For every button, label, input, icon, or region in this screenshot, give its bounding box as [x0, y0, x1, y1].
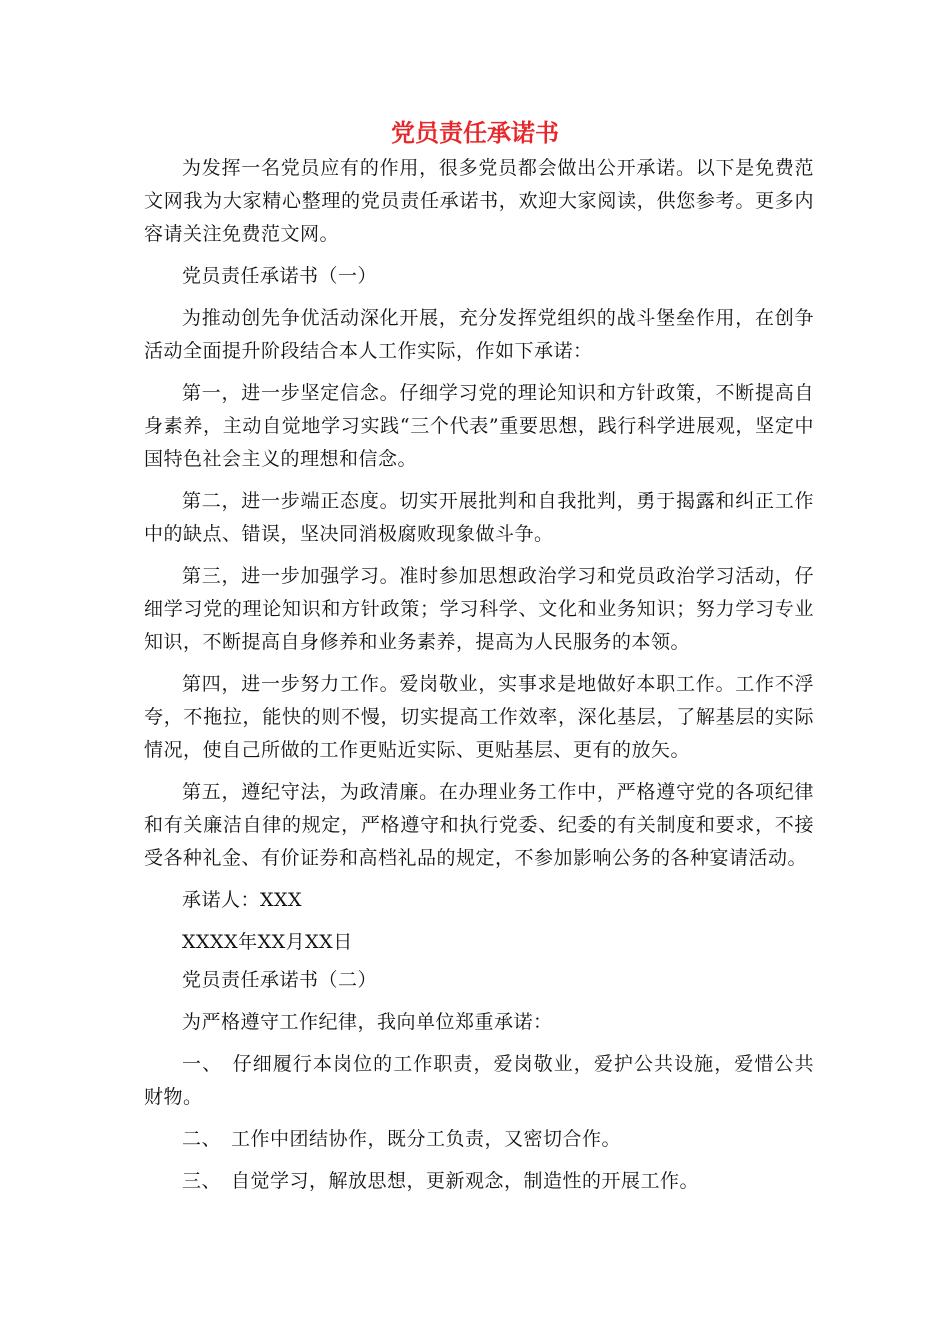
paragraph: 第二，进一步端正态度。切实开展批判和自我批判，勇于揭露和纠正工作中的缺点、错误，坚决同消极腐败现象做斗争。 [144, 490, 814, 545]
document-body [144, 152, 814, 1198]
list-item: 一、 仔细履行本岗位的工作职责，爱岗敬业，爱护公共设施，爱惜公共财物。 [144, 1053, 814, 1108]
paragraph: 第一，进一步坚定信念。仔细学习党的理论知识和方针政策，不断提高自身素养，主动自觉地学习实践“三个代表”重要思想，践行科学进展观，坚定中国特色社会主义的理想和信念。 [144, 382, 814, 470]
date-line: XXXX年XX月XX日 [182, 931, 353, 953]
paragraph: 第三，进一步加强学习。准时参加思想政治学习和党员政治学习活动，仔细学习党的理论知识和方针政策；学习科学、文化和业务知识；努力学习专业知识，不断提高自身修养和业务素养，提高为人民服务的本领。 [144, 565, 814, 653]
section-heading-two: 党员责任承诺书（二） [182, 969, 378, 991]
list-item: 二、 工作中团结协作，既分工负责，又密切合作。 [182, 1128, 622, 1150]
document-title: 党员责任承诺书 [391, 119, 559, 147]
signatory-line: 承诺人：XXX [182, 889, 303, 911]
paragraph: 为推动创先争优活动深化开展，充分发挥党组织的战斗堡垒作用，在创争活动全面提升阶段结合本人工作实际，作如下承诺： [144, 307, 814, 362]
intro-paragraph: 为发挥一名党员应有的作用，很多党员都会做出公开承诺。以下是免费范文网我为大家精心整理的党员责任承诺书，欢迎大家阅读，供您参考。更多内容请关注免费范文网。 [144, 157, 814, 245]
paragraph: 第四，进一步努力工作。爱岗敬业，实事求是地做好本职工作。工作不浮夸，不拖拉，能快的则不慢，切实提高工作效率，深化基层，了解基层的实际情况，使自己所做的工作更贴近实际、更贴基层、更有的放矢。 [144, 673, 814, 761]
paragraph: 为严格遵守工作纪律，我向单位郑重承诺： [182, 1011, 553, 1033]
paragraph: 第五，遵纪守法，为政清廉。在办理业务工作中，严格遵守党的各项纪律和有关廉洁自律的规定，严格遵守和执行党委、纪委的有关制度和要求，不接受各种礼金、有价证券和高档礼品的规定，不参加影响公务的各种宴请活动。 [144, 781, 814, 869]
section-heading-one: 党员责任承诺书（一） [182, 265, 378, 287]
list-item: 三、 自觉学习，解放思想，更新观念，制造性的开展工作。 [182, 1170, 700, 1192]
